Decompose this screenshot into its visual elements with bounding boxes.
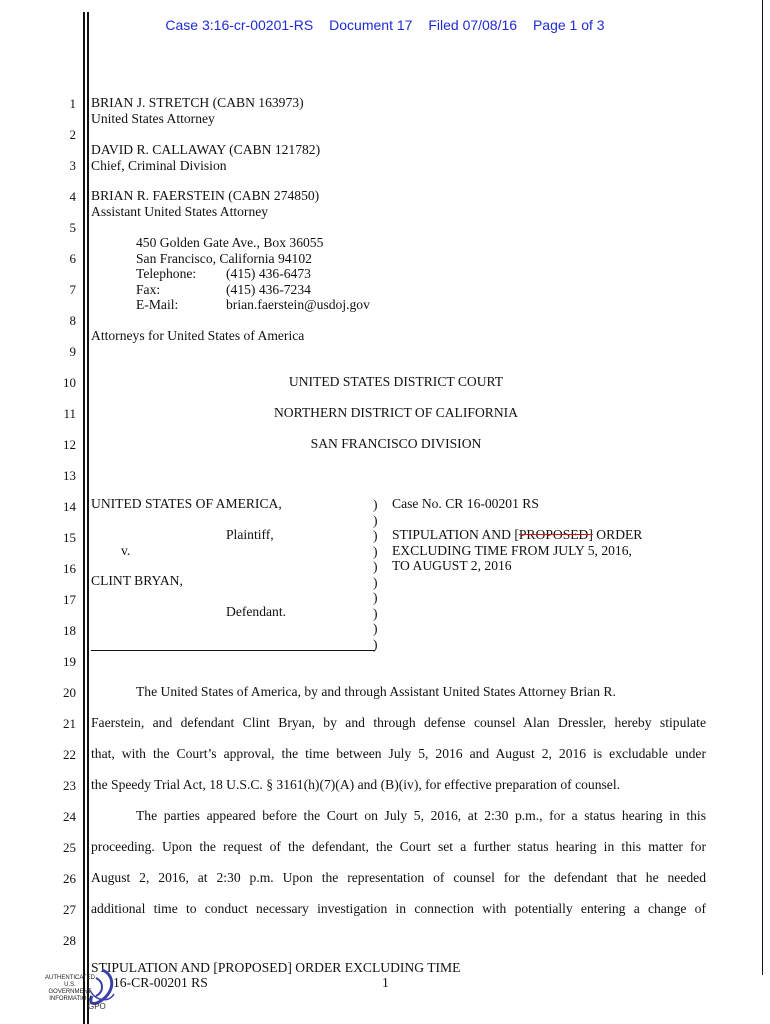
counsel-name-2: DAVID R. CALLAWAY (CABN 121782): [91, 142, 321, 157]
caption-versus: v.: [121, 543, 131, 558]
court-division: SAN FRANCISCO DIVISION: [310, 436, 482, 451]
title-pre: STIPULATION AND [: [392, 527, 519, 542]
document-title-line-3: TO AUGUST 2, 2016: [392, 558, 512, 573]
line-number: 22: [63, 747, 76, 762]
line-number: 24: [63, 809, 76, 824]
caption-defendant-role: Defendant.: [226, 604, 287, 619]
court-district: NORTHERN DISTRICT OF CALIFORNIA: [273, 405, 518, 420]
caption-plaintiff-name: UNITED STATES OF AMERICA,: [91, 496, 282, 511]
line-number: 27: [63, 902, 76, 917]
body-p1-line-3: that, with the Court’s approval, the time between July 5, 2016 and August 2, 2016 is excludable under: [91, 746, 706, 761]
line-number: 3: [69, 158, 76, 173]
body-p1-line-2: Faerstein, and defendant Clint Bryan, by and through defense counsel Alan Dressler, hereby stipulate: [91, 715, 706, 730]
case-number: Case No. CR 16-00201 RS: [392, 496, 539, 511]
header-case-number: Case 3:16-cr-00201-RS: [165, 17, 314, 33]
body-p2-line-4: additional time to conduct necessary investigation in connection with potentially entering a change of: [91, 901, 706, 916]
fax-label: Fax:: [136, 281, 161, 297]
header-document: Document 17: [329, 17, 413, 33]
line-number: 28: [63, 933, 76, 948]
caption-paren-column: ) ) ) ) ) ) ) ) ) ): [373, 497, 378, 652]
line-number: 25: [63, 840, 76, 855]
line-number: 19: [63, 654, 76, 669]
line-number: 6: [69, 251, 76, 266]
line-number: 8: [69, 313, 76, 328]
fax-value: (415) 436-7234: [226, 281, 311, 297]
footer-title: STIPULATION AND [PROPOSED] ORDER EXCLUDING TIME: [91, 960, 461, 975]
right-margin-rule: [762, 0, 763, 975]
ecf-header: [0, 17, 770, 33]
caption-underline: [91, 650, 375, 651]
body-p1-line-1: The United States of America, by and through Assistant United States Attorney Brian R.: [136, 684, 616, 699]
title-post: ORDER: [592, 527, 643, 542]
line-number: 2: [69, 127, 76, 142]
email-value: brian.faerstein@usdoj.gov: [226, 297, 370, 312]
counsel-name-3: BRIAN R. FAERSTEIN (CABN 274850): [91, 188, 320, 203]
line-number: 16: [63, 561, 76, 576]
line-number: 9: [69, 344, 76, 359]
title-struck-proposed: PROPOSED]: [518, 527, 593, 542]
document-title-line-1: [392, 527, 642, 543]
caption-defendant-name: CLINT BRYAN,: [91, 573, 183, 588]
telephone-row: [136, 266, 370, 282]
line-number: 1: [69, 96, 76, 111]
caption-plaintiff-role: Plaintiff,: [226, 527, 274, 542]
line-number: 20: [63, 685, 76, 700]
line-number: 17: [63, 592, 76, 607]
counsel-name-1: BRIAN J. STRETCH (CABN 163973): [91, 95, 304, 110]
left-margin-rule-outer: [83, 12, 85, 1024]
counsel-title-2: Chief, Criminal Division: [91, 157, 227, 173]
counsel-block-2: [91, 142, 320, 173]
line-number: 10: [63, 375, 76, 390]
address-line-1: 450 Golden Gate Ave., Box 36055: [136, 235, 324, 250]
body-p2-line-1: The parties appeared before the Court on July 5, 2016, at 2:30 p.m., for a status hearing in this: [136, 808, 706, 823]
counsel-title-1: United States Attorney: [91, 110, 215, 126]
left-margin-rule-inner: [87, 12, 89, 1024]
line-number: 26: [63, 871, 76, 886]
telephone-label: Telephone:: [136, 266, 197, 281]
attorneys-for: Attorneys for United States of America: [91, 328, 305, 343]
line-number: 12: [63, 437, 76, 452]
address-line-2: San Francisco, California 94102: [136, 250, 312, 266]
seal-gpo-label: GPO: [88, 1002, 106, 1011]
counsel-address-block: [136, 235, 370, 313]
seal-text: AUTHENTICATED U.S. GOVERNMENT INFORMATION: [45, 975, 95, 1002]
body-p1-line-4: the Speedy Trial Act, 18 U.S.C. § 3161(h)(7)(A) and (B)(iv), for effective preparation of counsel.: [91, 777, 621, 792]
line-number: 5: [69, 220, 76, 235]
email-label: E-Mail:: [136, 297, 179, 312]
line-number: 11: [63, 406, 76, 421]
line-number: 7: [69, 282, 76, 297]
footer-case-ref: 16-CR-00201 RS: [113, 975, 208, 990]
telephone-value: (415) 436-6473: [226, 266, 311, 281]
body-p2-line-3: August 2, 2016, at 2:30 p.m. Upon the representation of counsel for the defendant that he needed: [91, 870, 706, 885]
line-number: 18: [63, 623, 76, 638]
fax-row: [136, 282, 370, 298]
document-title-line-2: EXCLUDING TIME FROM JULY 5, 2016,: [392, 543, 632, 558]
line-number: 4: [69, 189, 76, 204]
counsel-block-3: [91, 188, 319, 219]
header-page: Page 1 of 3: [532, 17, 605, 33]
email-row: [136, 297, 370, 313]
header-filed: Filed 07/08/16: [428, 17, 518, 33]
line-number: 21: [63, 716, 76, 731]
line-number: 14: [63, 499, 76, 514]
court-name: UNITED STATES DISTRICT COURT: [288, 374, 504, 389]
counsel-title-3: Assistant United States Attorney: [91, 203, 269, 219]
line-number: 23: [63, 778, 76, 793]
counsel-block-1: [91, 95, 304, 126]
body-p2-line-2: proceeding. Upon the request of the defendant, the Court set a further status hearing in this matter for: [91, 839, 706, 854]
line-number: 15: [63, 530, 76, 545]
line-number: 13: [63, 468, 76, 483]
footer-page-number: 1: [382, 975, 389, 990]
